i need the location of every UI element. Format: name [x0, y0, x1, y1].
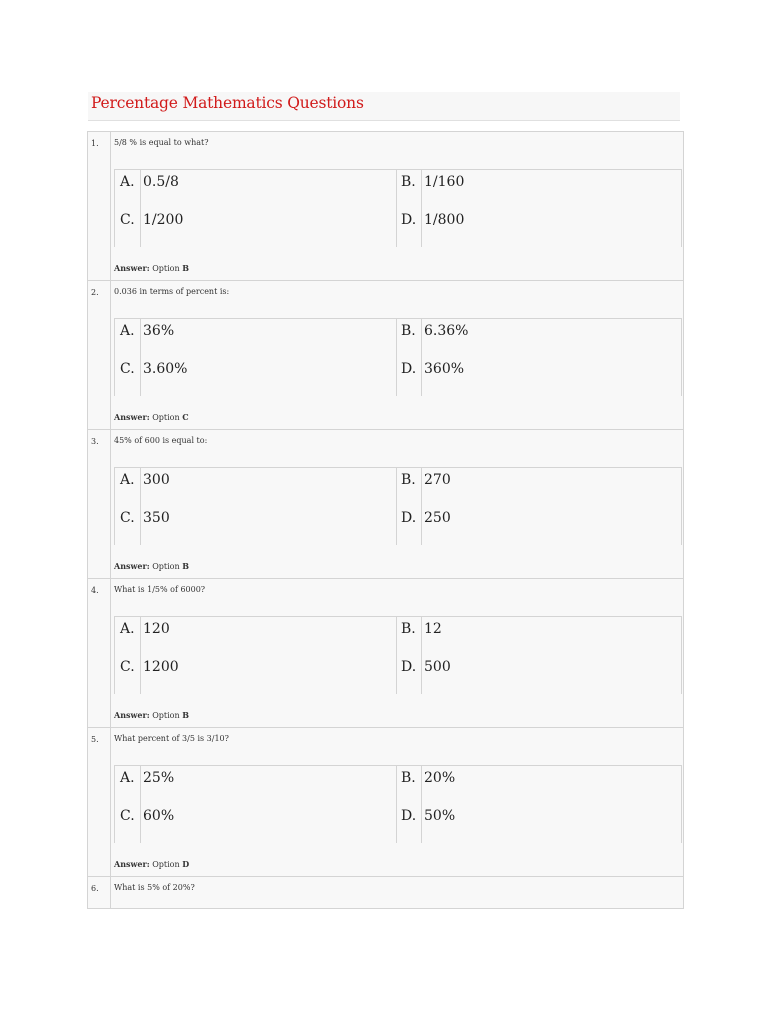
option-letter: C.: [120, 659, 135, 675]
answer-line: [114, 710, 189, 720]
option-value: 300: [143, 472, 170, 488]
option-letter: B.: [401, 472, 416, 488]
answer-option-letter: B: [182, 561, 189, 571]
option-value: 36%: [143, 323, 175, 339]
question-row: [88, 728, 683, 877]
option-letter: D.: [401, 212, 417, 228]
question-number-cell: [88, 579, 111, 727]
options-grid: [114, 467, 682, 545]
option-value: 3.60%: [143, 361, 188, 377]
option-letter: B.: [401, 770, 416, 786]
option-value: 0.5/8: [143, 174, 179, 190]
answer-option-word: Option: [152, 413, 180, 422]
question-text: What is 1/5% of 6000?: [114, 585, 206, 594]
answer-option-letter: B: [182, 263, 189, 273]
options-divider: [396, 468, 397, 545]
question-text: 0.036 in terms of percent is:: [114, 287, 230, 296]
option-value: 1/160: [424, 174, 465, 190]
option-letter: C.: [120, 808, 135, 824]
option-letter: C.: [120, 510, 135, 526]
answer-label: Answer:: [114, 710, 150, 720]
option-value: 60%: [143, 808, 175, 824]
option-letter: D.: [401, 361, 417, 377]
option-value: 1200: [143, 659, 179, 675]
answer-label: Answer:: [114, 561, 150, 571]
option-letter: A.: [120, 472, 135, 488]
option-value: 50%: [424, 808, 456, 824]
question-number: 1.: [91, 139, 99, 148]
answer-line: [114, 263, 189, 273]
options-divider: [140, 319, 141, 396]
options-divider: [396, 319, 397, 396]
option-letter: C.: [120, 361, 135, 377]
answer-label: Answer:: [114, 263, 150, 273]
options-divider: [396, 766, 397, 843]
option-value: 270: [424, 472, 451, 488]
question-row: [88, 132, 683, 281]
question-number-cell: [88, 132, 111, 280]
option-letter: A.: [120, 621, 135, 637]
question-number: 2.: [91, 288, 99, 297]
option-letter: B.: [401, 621, 416, 637]
answer-option-letter: D: [182, 859, 190, 869]
question-number-cell: [88, 877, 111, 908]
options-divider: [140, 468, 141, 545]
option-letter: A.: [120, 174, 135, 190]
questions-table: [87, 131, 684, 909]
options-grid: [114, 318, 682, 396]
answer-option-word: Option: [152, 264, 180, 273]
options-divider: [421, 319, 422, 396]
question-number-cell: [88, 430, 111, 578]
options-grid: [114, 765, 682, 843]
question-text: What percent of 3/5 is 3/10?: [114, 734, 229, 743]
options-divider: [396, 617, 397, 694]
option-value: 350: [143, 510, 170, 526]
option-letter: B.: [401, 174, 416, 190]
option-value: 250: [424, 510, 451, 526]
question-row: [88, 430, 683, 579]
question-number-cell: [88, 281, 111, 429]
answer-label: Answer:: [114, 412, 150, 422]
options-divider: [140, 170, 141, 247]
option-value: 1/200: [143, 212, 184, 228]
option-value: 20%: [424, 770, 456, 786]
answer-option-word: Option: [152, 711, 180, 720]
question-text: 45% of 600 is equal to:: [114, 436, 208, 445]
option-letter: D.: [401, 510, 417, 526]
question-number: 3.: [91, 437, 99, 446]
options-divider: [421, 468, 422, 545]
options-divider: [140, 766, 141, 843]
answer-option-letter: B: [182, 710, 189, 720]
options-divider: [421, 170, 422, 247]
option-value: 500: [424, 659, 451, 675]
answer-line: [114, 561, 189, 571]
answer-line: [114, 859, 189, 869]
option-value: 120: [143, 621, 170, 637]
option-letter: A.: [120, 323, 135, 339]
page-title: Percentage Mathematics Questions: [91, 94, 364, 112]
question-text: What is 5% of 20%?: [114, 883, 195, 892]
question-number: 4.: [91, 586, 99, 595]
answer-label: Answer:: [114, 859, 150, 869]
answer-option-word: Option: [152, 562, 180, 571]
question-row: [88, 281, 683, 430]
option-value: 25%: [143, 770, 175, 786]
option-letter: A.: [120, 770, 135, 786]
question-row: [88, 579, 683, 728]
options-divider: [396, 170, 397, 247]
options-grid: [114, 616, 682, 694]
option-value: 12: [424, 621, 442, 637]
option-letter: C.: [120, 212, 135, 228]
title-bar: [88, 92, 680, 121]
option-value: 1/800: [424, 212, 465, 228]
options-divider: [421, 617, 422, 694]
option-letter: D.: [401, 659, 417, 675]
option-letter: D.: [401, 808, 417, 824]
option-value: 6.36%: [424, 323, 469, 339]
question-row: [88, 877, 683, 908]
question-number: 5.: [91, 735, 99, 744]
options-divider: [421, 766, 422, 843]
question-number: 6.: [91, 884, 99, 893]
question-text: 5/8 % is equal to what?: [114, 138, 209, 147]
options-grid: [114, 169, 682, 247]
question-number-cell: [88, 728, 111, 876]
option-letter: B.: [401, 323, 416, 339]
options-divider: [140, 617, 141, 694]
answer-option-letter: C: [182, 412, 189, 422]
answer-line: [114, 412, 189, 422]
option-value: 360%: [424, 361, 465, 377]
answer-option-word: Option: [152, 860, 180, 869]
